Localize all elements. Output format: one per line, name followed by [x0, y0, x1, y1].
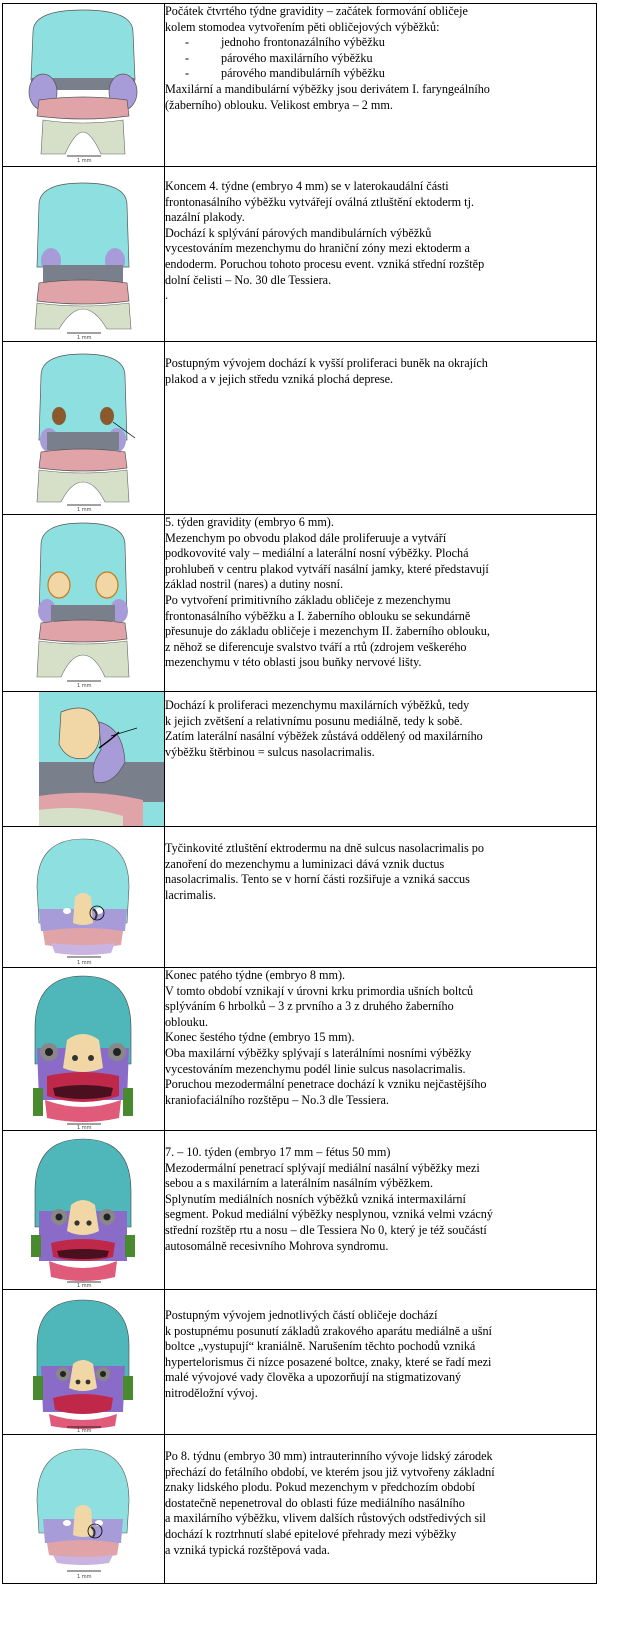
stage-9-text — [165, 1290, 597, 1435]
stage-10-illustration — [3, 1435, 165, 1584]
stage-row-9 — [3, 1290, 597, 1435]
stage-8-line-1: 7. – 10. týden (embryo 17 mm – fétus 50 mm) — [165, 1145, 391, 1159]
stage-1-line-2: kolem stomodea vytvořením pěti obličejových výběžků: — [165, 19, 440, 34]
stage-4-line-7: frontonasálního výběžku a I. žaberního oblouku se sekundárně — [165, 608, 471, 623]
stage-9-line-1: Postupným vývojem jednotlivých částí obličeje dochází — [165, 1308, 438, 1322]
embryo-face-late-figure — [3, 1290, 164, 1434]
stage-8-line-2: Mezodermální penetrací splývají mediální nasální výběžky mezi — [165, 1160, 480, 1175]
stage-4-text — [165, 515, 597, 692]
stage-4-line-5: základ nostril (nares) a dutiny nosní. — [165, 577, 344, 592]
stage-2-text — [165, 167, 597, 342]
stage-2-line-4: Dochází k splývání párových mandibulárních výběžků — [165, 225, 432, 240]
stage-8-line-4: Splynutím mediálních nosních výběžků vzniká intermaxilární — [165, 1191, 466, 1206]
stage-10-line-3: znaky lidského plodu. Pokud mezenchym v předchozím období — [165, 1480, 476, 1495]
embryo-face-end-4th-week-figure — [3, 167, 164, 341]
scale-label-2: 1 mm — [77, 335, 92, 341]
stage-8-line-6: střední rozštěp rtu a nosu – dle Tessiera No 0, který je též součástí — [165, 1222, 487, 1237]
scale-label-7: 1 mm — [77, 1125, 92, 1130]
embryology-stages-table — [2, 3, 597, 1584]
stage-5-illustration — [3, 692, 165, 827]
stage-3-line-2: plakod a v jejich středu vzniká plochá deprese. — [165, 371, 394, 386]
scale-label-9: 1 mm — [77, 1428, 92, 1434]
stage-6-line-3: nasolacrimalis. Tento se v horní části rozšiřuje a vzniká saccus — [165, 872, 470, 887]
stage-4-line-8: přesunuje do základu obličeje i mezenchym II. žaberního oblouku, — [165, 624, 490, 639]
stage-3-text — [165, 342, 597, 515]
stage-4-illustration — [3, 515, 165, 692]
stage-1-line-7: (žaberního) oblouku. Velikost embrya – 2 mm. — [165, 97, 393, 112]
stage-1-bullet-3: - párového mandibulárníh výběžku — [165, 66, 596, 82]
stage-9-line-6: nitroděložní vývoj. — [165, 1385, 258, 1400]
stage-6-text — [165, 827, 597, 968]
embryo-face-7-10-week-figure — [3, 1131, 164, 1289]
stage-7-line-2: V tomto období vznikají v úrovni krku primordia ušních boltců — [165, 983, 474, 998]
scale-label-3: 1 mm — [77, 507, 92, 513]
stage-1-line-6: Maxilární a mandibulární výběžky jsou derivátem I. faryngeálního — [165, 81, 490, 96]
stage-9-illustration — [3, 1290, 165, 1435]
stage-4-line-4: prohlubeň v centru plakod vytváří nasální jamky, které představují — [165, 561, 489, 576]
embryo-face-placode-figure — [3, 342, 164, 514]
stage-2-line-3: nazální plakody. — [165, 210, 245, 225]
stage-8-text — [165, 1131, 597, 1290]
stage-10-line-5: a maxilárního výběžku, vlivem dalších růstových odstředivých sil — [165, 1511, 486, 1526]
stage-2-line-6: endoderm. Poruchou tohoto procesu event. vzniká střední rozštěp — [165, 256, 485, 271]
stage-1-bullet-2: - párového maxilárního výběžku — [165, 51, 596, 67]
stage-row-3 — [3, 342, 597, 515]
stage-7-line-6: Oba maxilární výběžky splývají s laterálními nosními výběžky — [165, 1045, 472, 1060]
stage-7-line-5: Konec šestého týdne (embryo 15 mm). — [165, 1030, 355, 1045]
stage-10-line-4: dostatečně nepenetroval do oblasti fúze mediálního nasálního — [165, 1495, 465, 1510]
stage-row-10 — [3, 1435, 597, 1584]
stage-1-line-1: Počátek čtvrtého týdne gravidity – začátek formování obličeje — [165, 4, 468, 18]
stage-5-line-3: Zatím laterální nasální výběžek zůstává oddělený od maxilárního — [165, 729, 483, 744]
scale-label-1: 1 mm — [77, 158, 92, 164]
embryo-face-4th-week-figure — [3, 4, 164, 166]
stage-6-line-2: zanoření do mezenchymu a luminizaci dává vznik ductus — [165, 856, 445, 871]
stage-9-line-5: malé vývojové vady člověka a upozorňují na stigmatizovaný — [165, 1370, 462, 1385]
scale-label-8: 1 mm — [77, 1283, 92, 1289]
stage-10-line-7: a vzniká typická rozštěpová vada. — [165, 1542, 330, 1557]
scale-label-4: 1 mm — [77, 683, 92, 689]
stage-6-line-1: Tyčinkovité ztluštění ektrodermu na dně sulcus nasolacrimalis po — [165, 841, 484, 855]
stage-2-line-8: . — [165, 288, 169, 303]
stage-10-line-6: dochází k roztrhnutí slabé epitelové přehrady mezi výběžky — [165, 1526, 457, 1541]
stage-10-line-1: Po 8. týdnu (embryo 30 mm) intrauterinního vývoje lidský zárodek — [165, 1449, 493, 1463]
stage-7-line-4: oblouku. — [165, 1014, 208, 1029]
stage-4-line-1: 5. týden gravidity (embryo 6 mm). — [165, 515, 334, 529]
stage-3-illustration — [3, 342, 165, 515]
scale-label-6: 1 mm — [77, 960, 92, 966]
stage-row-7 — [3, 968, 597, 1131]
stage-7-line-3: splýváním 6 hrbolků – 3 z prvního a 3 z druhého žaberního — [165, 999, 454, 1014]
stage-1-illustration — [3, 4, 165, 167]
stage-7-illustration — [3, 968, 165, 1131]
stage-2-line-1: Koncem 4. týdne (embryo 4 mm) se v laterokaudální části — [165, 179, 449, 193]
stage-9-line-4: hypertelorismus či nízce posazené boltce, znaky, které se řadí mezi — [165, 1354, 492, 1369]
stage-4-line-10: mezenchymu v této oblasti jsou buňky nervové lišty. — [165, 655, 422, 670]
stage-5-line-1: Dochází k proliferaci mezenchymu maxilárních výběžků, tedy — [165, 698, 470, 712]
stage-6-line-4: lacrimalis. — [165, 887, 217, 902]
stage-10-line-2: přechází do fetálního období, ve kterém jsou již vytvořeny základní — [165, 1464, 495, 1479]
stage-8-illustration — [3, 1131, 165, 1290]
stage-9-line-2: k postupnému posunutí základů zrakového aparátu mediálně a ušní — [165, 1323, 492, 1338]
embryo-face-detail-figure — [3, 692, 164, 826]
stage-7-line-1: Konec patého týdne (embryo 8 mm). — [165, 968, 346, 982]
stage-2-line-5: vycestováním mezenchymu do hraniční zóny mezi ektoderm a — [165, 241, 470, 256]
stage-9-line-3: boltce „vystupují“ kraniálně. Narušením těchto pochodů vzniká — [165, 1339, 476, 1354]
stage-8-line-5: segment. Pokud mediální výběžky nesplynou, vzniká velmi vzácný — [165, 1207, 493, 1222]
stage-7-text — [165, 968, 597, 1131]
stage-1-text — [165, 4, 597, 167]
stage-5-line-4: výběžku štěrbinou = sulcus nasolacrimalis. — [165, 744, 375, 759]
stage-7-line-8: Poruchou mezodermální penetrace dochází k vzniku nejčastějšího — [165, 1077, 487, 1092]
stage-row-5 — [3, 692, 597, 827]
stage-2-line-2: frontonasálního výběžku vytvářejí oválná ztluštění ektoderm tj. — [165, 194, 475, 209]
stage-8-line-3: sebou a s maxilárním a laterálním nasálním výběžkem. — [165, 1176, 434, 1191]
stage-2-line-7: dolní čelisti – No. 30 dle Tessiera. — [165, 272, 332, 287]
stage-4-line-6: Po vytvoření primitivního základu obličeje z mezenchymu — [165, 592, 451, 607]
stage-4-line-9: z něhož se diferencuje svalstvo tváří a rtů (zdrojem veškerého — [165, 639, 467, 654]
stage-2-illustration — [3, 167, 165, 342]
stage-7-line-7: vycestováním mezenchymu podél linie sulcus nasolacrimalis. — [165, 1061, 466, 1076]
stage-10-text — [165, 1435, 597, 1584]
embryo-face-5th-week-figure — [3, 515, 164, 691]
embryo-face-nasolacrimal-figure — [3, 827, 164, 967]
stage-row-2 — [3, 167, 597, 342]
stage-4-line-2: Mezenchym po obvodu plakod dále proliferuuje a vytváří — [165, 530, 447, 545]
stage-5-line-2: k jejich zvětšení a relativnímu posunu mediálně, tedy k sobě. — [165, 713, 463, 728]
stage-5-text — [165, 692, 597, 827]
stage-row-1 — [3, 4, 597, 167]
stage-1-bullet-1: - jednoho frontonazálního výběžku — [165, 35, 596, 51]
fetal-face-cleft-figure — [3, 1435, 164, 1583]
stage-8-line-7: autosomálně recesivního Mohrova syndromu. — [165, 1238, 389, 1253]
stage-4-line-3: podkovovité valy – mediální a laterální nosní výběžky. Plochá — [165, 546, 469, 561]
stage-row-4 — [3, 515, 597, 692]
stage-row-8 — [3, 1131, 597, 1290]
stage-3-line-1: Postupným vývojem dochází k vyšší proliferaci buněk na okrajích — [165, 356, 488, 370]
stage-7-line-9: kraniofaciálního rozštěpu – No.3 dle Tessiera. — [165, 1092, 389, 1107]
stage-6-illustration — [3, 827, 165, 968]
scale-label-10: 1 mm — [77, 1574, 92, 1580]
stage-row-6 — [3, 827, 597, 968]
embryo-face-6th-week-figure — [3, 968, 164, 1130]
